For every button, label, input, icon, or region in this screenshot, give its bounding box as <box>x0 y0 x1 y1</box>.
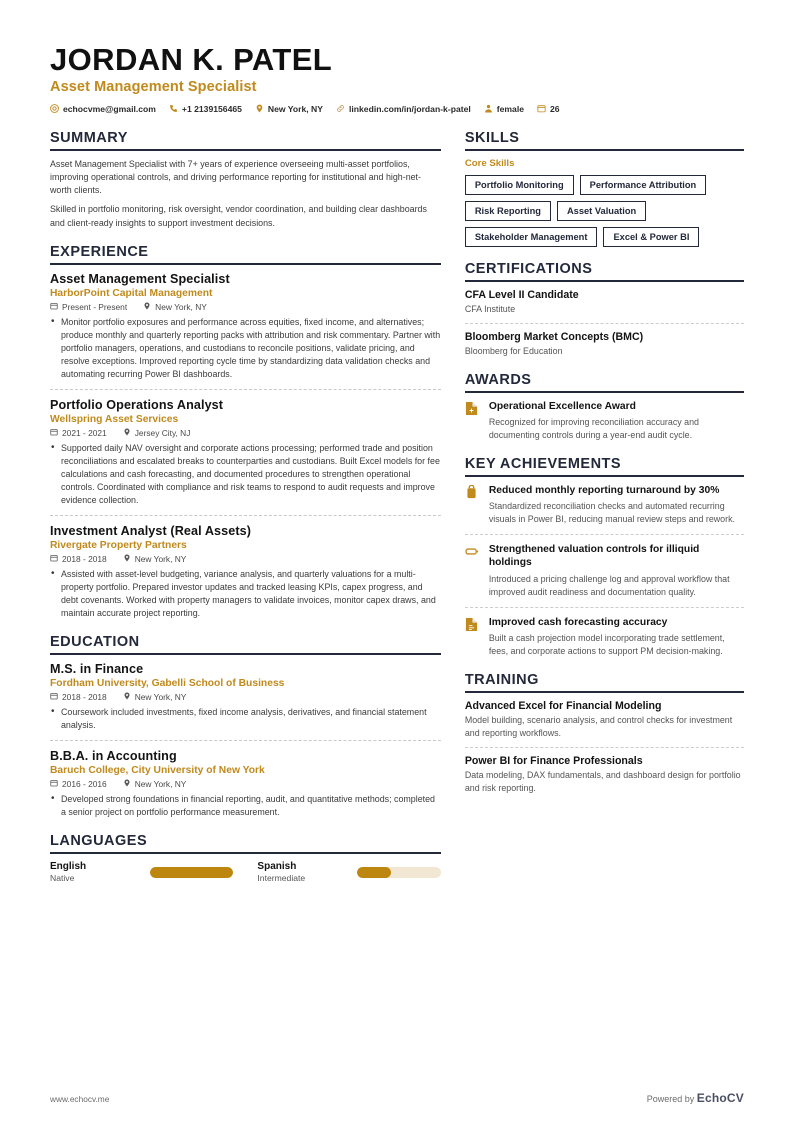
section-summary <box>50 130 441 230</box>
location-pin-icon <box>123 554 131 564</box>
summary-paragraph: Asset Management Specialist with 7+ years of experience overseeing multi-asset portfolios, improving operational controls, and driving performance reporting for institutional and high-net-worth clients. <box>50 158 421 196</box>
certification-entry <box>465 331 744 358</box>
experience-company: Rivergate Property Partners <box>50 539 187 551</box>
experience-bullets <box>50 568 441 620</box>
contact-linkedin-text: linkedin.com/in/jordan-k-patel <box>349 103 471 114</box>
education-bullets <box>50 706 441 732</box>
language-label <box>257 861 357 884</box>
award-name: Operational Excellence Award <box>488 400 636 412</box>
skill-tag: Performance Attribution <box>580 175 707 195</box>
calendar-icon <box>50 779 58 789</box>
email-icon <box>50 104 59 113</box>
page-footer <box>50 1091 744 1105</box>
language-proficiency-fill <box>357 867 390 878</box>
experience-meta <box>50 554 441 564</box>
resume-header <box>50 44 744 114</box>
phone-icon <box>169 104 178 113</box>
experience-meta <box>50 428 441 438</box>
experience-entry <box>50 272 441 390</box>
bullet-item: • Assisted with asset-level budgeting, variance analysis, and quarterly valuations for a multi-property portfolio. Prepared investor updates and tracked leasing KPIs, capex progress, and debt covenants. Worked with property managers to validate invoices, monitor capex draws, and maintain accurate project reporting. <box>50 568 441 620</box>
footer-powered-label: Powered by <box>646 1094 695 1104</box>
calendar-icon <box>50 302 58 312</box>
languages-heading: LANGUAGES <box>50 832 148 849</box>
certification-issuer: Bloomberg for Education <box>464 345 563 356</box>
experience-location-text: Jersey City, NJ <box>134 427 191 438</box>
section-divider <box>465 691 744 693</box>
experience-dates-text: Present - Present <box>62 301 128 312</box>
education-dates <box>50 692 107 702</box>
experience-role: Asset Management Specialist <box>50 271 230 286</box>
section-training <box>465 672 744 795</box>
calendar-icon <box>50 554 58 564</box>
calendar-icon <box>50 692 58 702</box>
contact-bar <box>50 104 744 114</box>
education-degree: B.B.A. in Accounting <box>50 748 177 763</box>
certifications-heading: CERTIFICATIONS <box>464 260 593 277</box>
training-description: Model building, scenario analysis, and control checks for investment and reporting workflows. <box>464 714 733 738</box>
right-column <box>465 130 744 809</box>
link-icon <box>336 104 345 113</box>
briefcase-icon <box>465 484 480 526</box>
experience-heading: EXPERIENCE <box>50 243 149 260</box>
education-meta <box>50 779 441 789</box>
achievement-name: Improved cash forecasting accuracy <box>488 616 668 628</box>
achievement-name: Strengthened valuation controls for illiquid holdings <box>488 544 700 569</box>
bullet-item: • Supported daily NAV oversight and corporate actions processing; performed trade and position reconciliations and escalated breaks to counterparties and custodians. Built Excel models for fee calculations and cash forecasting, and documented procedures to strengthen operational controls. Coordinated with compliance and risk teams to respond to audit requests and improve evidence collection. <box>50 442 441 507</box>
experience-company: HarborPoint Capital Management <box>50 287 213 299</box>
left-column <box>50 130 441 898</box>
achievement-entry <box>465 484 744 535</box>
achievement-name: Reduced monthly reporting turnaround by 30% <box>488 484 720 496</box>
calendar-icon <box>50 428 58 438</box>
language-level: Native <box>50 873 75 884</box>
education-dates-text: 2016 - 2016 <box>62 778 107 789</box>
location-pin-icon <box>143 302 151 312</box>
section-awards <box>465 372 744 442</box>
education-entry <box>50 749 441 819</box>
bullet-item: • Monitor portfolio exposures and performance across equities, fixed income, and alternatives; produce monthly and quarterly reporting packs with attribution and risk commentary. Partner with portfolio managers, operations, and custodians to reconcile positions, validate pricing, and resolve exceptions. Improved reporting cycle time by standardizing data validation checks and automating recurring Power BI dashboards. <box>50 316 441 381</box>
experience-role: Portfolio Operations Analyst <box>50 397 224 412</box>
section-experience <box>50 244 441 620</box>
section-languages <box>50 833 441 884</box>
education-location <box>123 692 187 702</box>
experience-dates <box>50 428 107 438</box>
education-dates <box>50 779 107 789</box>
language-proficiency-fill <box>150 867 233 878</box>
experience-company: Wellspring Asset Services <box>50 413 179 425</box>
skill-tag: Risk Reporting <box>465 201 551 221</box>
language-name: English <box>50 860 87 872</box>
section-divider <box>465 280 744 282</box>
education-meta <box>50 692 441 702</box>
location-pin-icon <box>123 692 131 702</box>
training-entry <box>465 755 744 795</box>
achievement-entry <box>465 543 744 608</box>
experience-dates <box>50 302 127 312</box>
contact-location-text: New York, NY <box>267 103 323 114</box>
skill-tag: Excel & Power BI <box>603 227 699 247</box>
certification-entry <box>465 289 744 324</box>
location-pin-icon <box>123 428 131 438</box>
location-pin-icon <box>123 779 131 789</box>
experience-role: Investment Analyst (Real Assets) <box>50 523 252 538</box>
award-description: Recognized for improving reconciliation accuracy and documenting controls during a year-end audit cycle. <box>488 417 699 440</box>
education-location <box>123 779 187 789</box>
experience-bullets <box>50 316 441 381</box>
section-divider <box>50 263 441 265</box>
certification-name: CFA Level II Candidate <box>464 288 579 301</box>
skill-tag: Stakeholder Management <box>465 227 598 247</box>
language-item <box>257 861 440 884</box>
section-divider <box>465 391 744 393</box>
certification-name: Bloomberg Market Concepts (BMC) <box>464 330 644 343</box>
contact-email[interactable] <box>50 104 156 114</box>
experience-dates <box>50 554 107 564</box>
skills-tag-list <box>465 175 744 247</box>
location-pin-icon <box>255 104 264 113</box>
experience-dates-text: 2021 - 2021 <box>62 427 107 438</box>
footer-brand: EchoCV <box>696 1091 744 1105</box>
summary-heading: SUMMARY <box>50 129 128 146</box>
achievement-description: Built a cash projection model incorporating trade settlement, fees, and corporate actions to support PM decision-making. <box>488 632 725 656</box>
candidate-name: JORDAN K. PATEL <box>50 42 333 77</box>
language-name: Spanish <box>257 860 297 872</box>
training-description: Data modeling, DAX fundamentals, and dashboard design for portfolio and risk reporting. <box>464 769 741 793</box>
key-achievements-heading: KEY ACHIEVEMENTS <box>464 455 622 472</box>
contact-location <box>255 104 323 114</box>
contact-age <box>537 104 560 114</box>
education-location-text: New York, NY <box>134 778 187 789</box>
training-name: Advanced Excel for Financial Modeling <box>464 699 662 712</box>
bullet-item: • Coursework included investments, fixed income analysis, derivatives, and financial statement analysis. <box>50 706 441 732</box>
contact-phone-text: +1 2139156465 <box>181 103 242 114</box>
achievement-description: Introduced a pricing challenge log and approval workflow that improved audit readiness and documentation quality. <box>488 573 730 597</box>
contact-gender <box>484 104 524 114</box>
experience-location <box>143 302 207 312</box>
education-heading: EDUCATION <box>50 633 140 650</box>
candidate-headline: Asset Management Specialist <box>50 78 257 95</box>
languages-list <box>50 861 441 884</box>
section-divider <box>465 149 744 151</box>
contact-age-text: 26 <box>550 103 560 114</box>
education-degree: M.S. in Finance <box>50 661 144 676</box>
bullet-item: • Developed strong foundations in financial reporting, audit, and quantitative methods; completed a senior project on portfolio performance measurement. <box>50 793 441 819</box>
card-outline-icon <box>465 543 480 599</box>
contact-phone[interactable] <box>169 104 242 114</box>
education-entry <box>50 662 441 741</box>
skills-heading: SKILLS <box>464 129 520 146</box>
experience-location-text: New York, NY <box>155 301 207 312</box>
language-level: Intermediate <box>257 873 306 884</box>
experience-dates-text: 2018 - 2018 <box>62 553 107 564</box>
training-entry <box>465 700 744 748</box>
summary-paragraph: Skilled in portfolio monitoring, risk oversight, vendor coordination, and building clear dashboards and client-ready insights to support investment decisions. <box>50 204 427 228</box>
section-divider <box>465 475 744 477</box>
file-plus-icon <box>465 400 480 442</box>
section-key-achievements <box>465 456 744 658</box>
award-entry <box>465 400 744 442</box>
language-proficiency-bar <box>357 867 440 878</box>
language-item <box>50 861 233 884</box>
training-heading: TRAINING <box>464 671 539 688</box>
section-education <box>50 634 441 819</box>
footer-website[interactable]: www.echocv.me <box>50 1094 110 1104</box>
language-proficiency-bar <box>150 867 233 878</box>
education-location-text: New York, NY <box>134 691 187 702</box>
contact-linkedin[interactable] <box>336 104 471 114</box>
achievement-entry <box>465 616 744 658</box>
contact-gender-text: female <box>496 103 524 114</box>
file-chart-icon <box>465 616 480 658</box>
awards-heading: AWARDS <box>464 371 532 388</box>
experience-entry <box>50 398 441 516</box>
language-label <box>50 861 150 884</box>
calendar-icon <box>537 104 546 113</box>
education-school: Baruch College, City University of New York <box>50 764 265 776</box>
certification-issuer: CFA Institute <box>464 303 516 314</box>
experience-location <box>123 428 191 438</box>
skill-tag: Asset Valuation <box>557 201 646 221</box>
experience-meta <box>50 302 441 312</box>
achievement-description: Standardized reconciliation checks and automated recurring visuals in Power BI, reducing manual review steps and rework. <box>488 501 735 525</box>
section-divider <box>50 653 441 655</box>
contact-email-text: echocvme@gmail.com <box>63 103 156 114</box>
section-divider <box>50 149 441 151</box>
section-certifications <box>465 261 744 358</box>
education-bullets <box>50 793 441 819</box>
section-divider <box>50 852 441 854</box>
education-school: Fordham University, Gabelli School of Business <box>50 677 285 689</box>
experience-location <box>123 554 187 564</box>
experience-entry <box>50 524 441 620</box>
training-name: Power BI for Finance Professionals <box>464 754 643 767</box>
skill-tag: Portfolio Monitoring <box>465 175 574 195</box>
person-icon <box>484 104 493 113</box>
education-dates-text: 2018 - 2018 <box>62 691 107 702</box>
skills-group-label: Core Skills <box>464 157 515 169</box>
section-skills <box>465 130 744 247</box>
experience-bullets <box>50 442 441 507</box>
experience-location-text: New York, NY <box>134 553 187 564</box>
footer-powered-by <box>647 1091 744 1105</box>
